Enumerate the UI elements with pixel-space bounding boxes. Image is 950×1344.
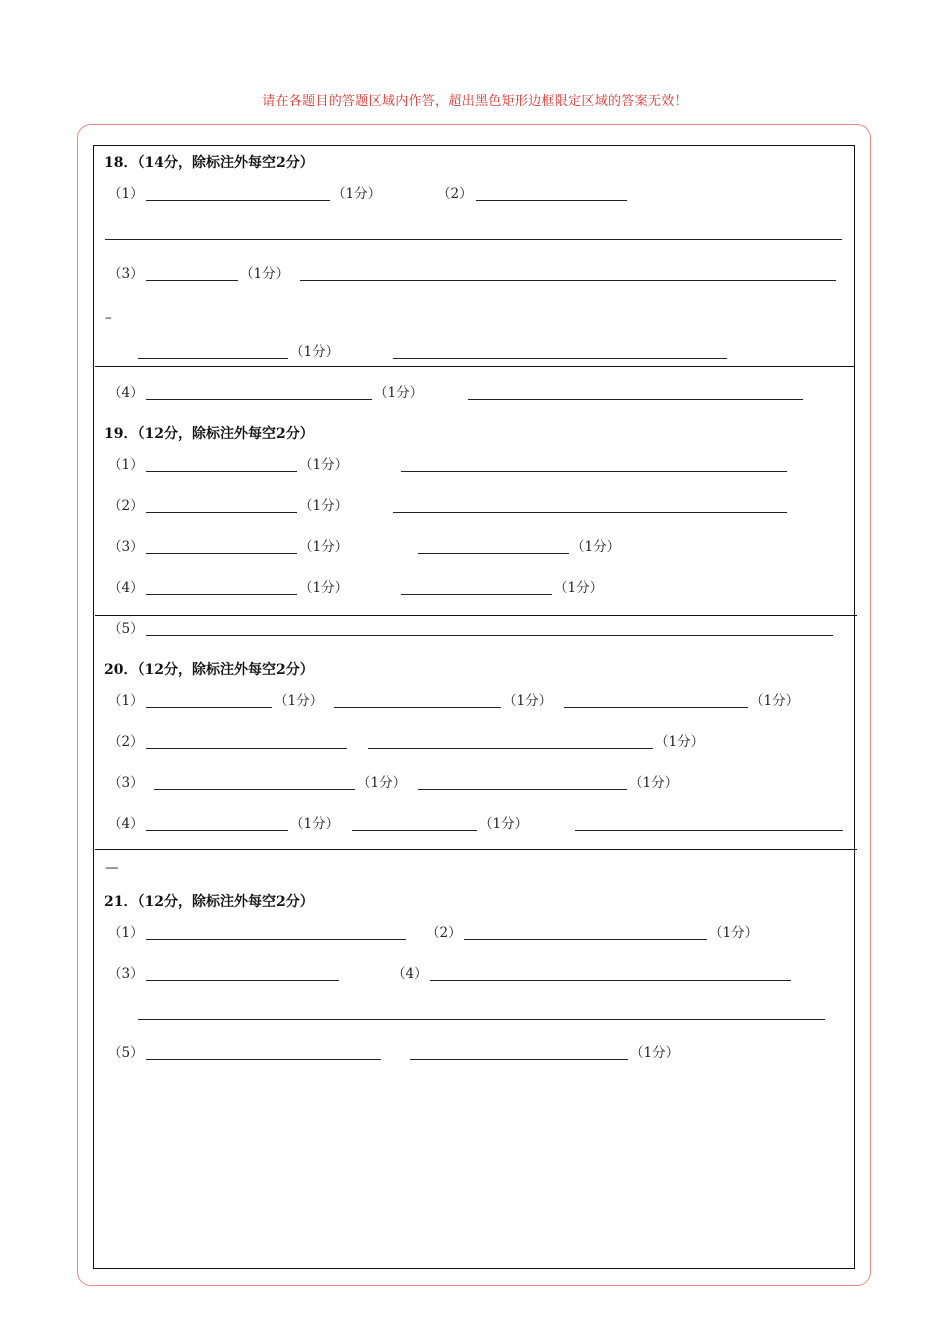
- q18-part3-blank-b[interactable]: [300, 280, 836, 281]
- q18-part3-label: （3）: [108, 266, 144, 282]
- q18-part3-blank-a[interactable]: [146, 280, 238, 281]
- answer-area-warning: 请在各题目的答题区域内作答，超出黑色矩形边框限定区域的答案无效！: [262, 94, 688, 109]
- q18-part2-label: （2）: [437, 186, 473, 202]
- q21-part4-label: （4）: [392, 966, 428, 982]
- q19-part4-score-b: （1分）: [554, 580, 604, 596]
- q20-part3-label: （3）: [108, 775, 144, 791]
- q21-part5-blank-b[interactable]: [410, 1059, 628, 1060]
- q19-part1-label: （1）: [108, 457, 144, 473]
- q21-part4-blank[interactable]: [430, 980, 791, 981]
- q18-part4-blank-b[interactable]: [468, 399, 803, 400]
- q21-part2-blank[interactable]: [464, 939, 707, 940]
- q20-part4-blank-a[interactable]: [146, 830, 288, 831]
- q21-long-blank[interactable]: [138, 1019, 825, 1020]
- q20-part4-blank-b[interactable]: [352, 830, 477, 831]
- q20-part1-blank-b[interactable]: [334, 707, 501, 708]
- q19-part3-blank-b[interactable]: [418, 553, 569, 554]
- q19-part3-score-b: （1分）: [571, 539, 621, 555]
- q20-part2-blank-b[interactable]: [368, 748, 653, 749]
- q20-part3-blank-a[interactable]: [154, 789, 355, 790]
- q18-part1-score: （1分）: [332, 186, 382, 202]
- q20-part1-score-c: （1分）: [750, 693, 800, 709]
- section-divider: [95, 849, 857, 850]
- q20-part1-label: （1）: [108, 693, 144, 709]
- q18-part2-blank[interactable]: [476, 200, 627, 201]
- q20-part4-score-b: （1分）: [479, 816, 529, 832]
- q20-part4-blank-c[interactable]: [575, 830, 843, 831]
- q18-part3-score-c: （1分）: [290, 344, 340, 360]
- q19-header: 19．（12分，除标注外每空2分）: [104, 426, 314, 442]
- q19-part4-label: （4）: [108, 580, 144, 596]
- q19-part2-score: （1分）: [299, 498, 349, 514]
- q19-part4-blank-b[interactable]: [401, 594, 552, 595]
- q21-part3-label: （3）: [108, 966, 144, 982]
- q18-part1-label: （1）: [108, 186, 144, 202]
- q20-part1-score-a: （1分）: [274, 693, 324, 709]
- q19-part2-blank-a[interactable]: [146, 512, 297, 513]
- q19-part2-label: （2）: [108, 498, 144, 514]
- q19-part5-blank[interactable]: [146, 635, 833, 636]
- q19-part2-blank-b[interactable]: [393, 512, 787, 513]
- q18-part3-blank-d[interactable]: [393, 358, 727, 359]
- q19-part4-blank-a[interactable]: [146, 594, 297, 595]
- q19-part1-blank-a[interactable]: [146, 471, 297, 472]
- q18-stray-mark: –: [105, 310, 112, 326]
- q21-part3-blank[interactable]: [146, 980, 339, 981]
- q18-part4-score: （1分）: [374, 385, 424, 401]
- q21-part5-blank-a[interactable]: [146, 1059, 381, 1060]
- q20-part2-label: （2）: [108, 734, 144, 750]
- q18-part4-blank-a[interactable]: [146, 399, 372, 400]
- q20-part3-blank-b[interactable]: [418, 789, 627, 790]
- q18-part1-blank[interactable]: [146, 200, 330, 201]
- q20-part1-score-b: （1分）: [503, 693, 553, 709]
- q18-part3-score: （1分）: [240, 266, 290, 282]
- q21-header: 21．（12分，除标注外每空2分）: [104, 894, 314, 910]
- q21-part2-score: （1分）: [709, 925, 759, 941]
- q18-part3-blank-c[interactable]: [138, 358, 288, 359]
- q20-part1-blank-a[interactable]: [146, 707, 272, 708]
- q18-long-blank[interactable]: [105, 239, 842, 240]
- q20-part2-score: （1分）: [655, 734, 705, 750]
- q20-part4-label: （4）: [108, 816, 144, 832]
- section-divider: [95, 366, 855, 367]
- q21-part5-score: （1分）: [630, 1045, 680, 1061]
- q21-part2-label: （2）: [426, 925, 462, 941]
- q19-part1-score: （1分）: [299, 457, 349, 473]
- q19-part1-blank-b[interactable]: [401, 471, 787, 472]
- q20-part2-blank-a[interactable]: [146, 748, 347, 749]
- q19-part3-score-a: （1分）: [299, 539, 349, 555]
- q19-part3-blank-a[interactable]: [146, 553, 297, 554]
- q21-part5-label: （5）: [108, 1045, 144, 1061]
- q18-part4-label: （4）: [108, 385, 144, 401]
- q21-part1-label: （1）: [108, 925, 144, 941]
- q20-header: 20．（12分，除标注外每空2分）: [104, 662, 314, 678]
- q20-part4-score-a: （1分）: [290, 816, 340, 832]
- q19-part5-label: （5）: [108, 621, 144, 637]
- q19-part3-label: （3）: [108, 539, 144, 555]
- q20-part1-blank-c[interactable]: [564, 707, 748, 708]
- section-divider: [95, 615, 857, 616]
- q18-header: 18．（14分，除标注外每空2分）: [104, 155, 314, 171]
- q19-part4-score-a: （1分）: [299, 580, 349, 596]
- q20-part3-score-b: （1分）: [629, 775, 679, 791]
- q21-part1-blank[interactable]: [146, 939, 406, 940]
- q20-stray-mark: —: [105, 860, 119, 876]
- q20-part3-score-a: （1分）: [357, 775, 407, 791]
